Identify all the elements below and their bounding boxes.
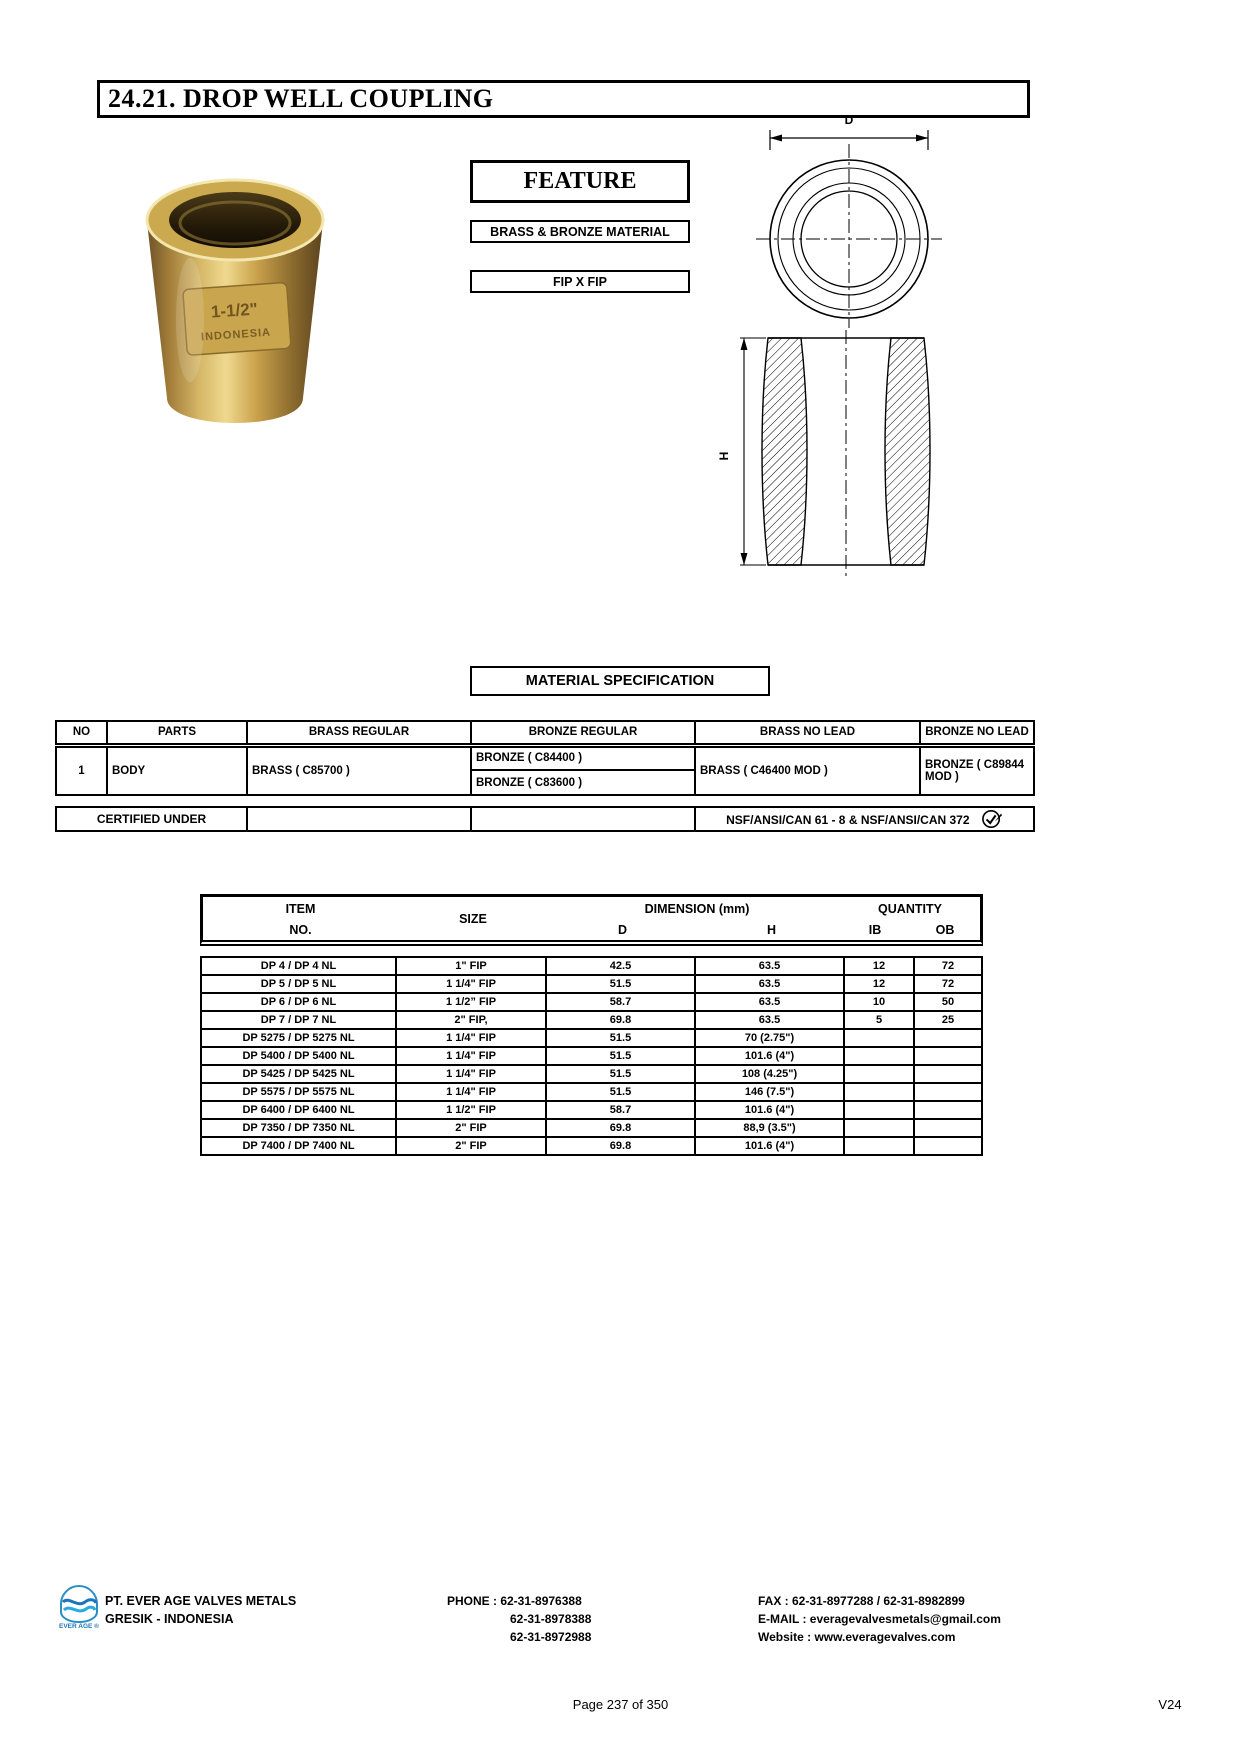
ob-cell: 72: [914, 957, 982, 975]
logo-text: EVER AGE ®: [59, 1623, 99, 1630]
stamp-origin-text: INDONESIA: [200, 326, 272, 344]
product-photo: [135, 170, 335, 428]
col-ib: IB: [868, 923, 882, 937]
ob-cell: [914, 1083, 982, 1101]
size-cell: 1 1/2” FIP: [396, 993, 546, 1011]
col-parts: PARTS: [107, 721, 247, 745]
table-row: [201, 1137, 982, 1155]
bronze-regular-cell-2: BRONZE ( C83600 ): [471, 770, 695, 795]
d-cell: 69.8: [546, 1137, 695, 1155]
dimension-d-label: D: [844, 113, 854, 127]
material-spec-data-row: [56, 745, 1034, 770]
col-size: SIZE: [459, 912, 487, 926]
ib-cell: [844, 1029, 914, 1047]
ib-cell: [844, 1119, 914, 1137]
ob-cell: 72: [914, 975, 982, 993]
ob-cell: [914, 1029, 982, 1047]
ib-cell: [844, 1065, 914, 1083]
ib-cell: 12: [844, 957, 914, 975]
certified-empty-cell-2: [471, 807, 695, 831]
ob-cell: 25: [914, 1011, 982, 1029]
d-cell: 58.7: [546, 993, 695, 1011]
h-cell: 108 (4.25"): [695, 1065, 844, 1083]
part-name-cell: BODY: [107, 745, 247, 795]
certified-under-label: CERTIFIED UNDER: [56, 807, 247, 831]
size-cell: 1 1/4" FIP: [396, 1083, 546, 1101]
d-cell: 58.7: [546, 1101, 695, 1119]
table-row: [201, 957, 982, 975]
h-cell: 146 (7.5"): [695, 1083, 844, 1101]
ib-cell: [844, 1137, 914, 1155]
d-cell: 42.5: [546, 957, 695, 975]
phone-line-1: PHONE : 62-31-8976388: [447, 1594, 582, 1608]
company-block: [105, 1592, 296, 1628]
col-d: D: [617, 923, 628, 937]
table-row: [201, 1119, 982, 1137]
col-ob: OB: [935, 923, 955, 937]
phone-block: [447, 1592, 591, 1646]
ib-cell: 10: [844, 993, 914, 1011]
col-item-no: NO.: [289, 923, 312, 937]
h-cell: 63.5: [695, 1011, 844, 1029]
page-title: 24.21. DROP WELL COUPLING: [108, 84, 494, 113]
col-no: NO: [56, 721, 107, 745]
ib-cell: [844, 1101, 914, 1119]
size-cell: 1 1/4" FIP: [396, 975, 546, 993]
company-location: GRESIK - INDONESIA: [105, 1612, 234, 1626]
size-cell: 1 1/4" FIP: [396, 1065, 546, 1083]
d-cell: 51.5: [546, 1083, 695, 1101]
item-cell: DP 6 / DP 6 NL: [201, 993, 396, 1011]
drawing-side-view: [698, 328, 960, 582]
drawing-top-view: [740, 108, 958, 330]
size-cell: 1 1/2" FIP: [396, 1101, 546, 1119]
ob-cell: [914, 1137, 982, 1155]
item-cell: DP 7350 / DP 7350 NL: [201, 1119, 396, 1137]
ib-cell: 12: [844, 975, 914, 993]
ob-cell: [914, 1065, 982, 1083]
col-brass-regular: BRASS REGULAR: [247, 721, 471, 745]
feature-title: FEATURE: [523, 168, 637, 194]
d-cell: 51.5: [546, 1065, 695, 1083]
feature-item-material: BRASS & BRONZE MATERIAL: [470, 220, 690, 243]
phone-line-2: 62-31-8978388: [510, 1612, 592, 1626]
certified-empty-cell-1: [247, 807, 471, 831]
version-label: V24: [1158, 1697, 1182, 1712]
item-cell: DP 4 / DP 4 NL: [201, 957, 396, 975]
ib-cell: [844, 1083, 914, 1101]
col-bronze-no-lead: BRONZE NO LEAD: [920, 721, 1034, 745]
dimension-h-label: H: [717, 451, 731, 461]
item-cell: DP 7400 / DP 7400 NL: [201, 1137, 396, 1155]
size-cell: 1" FIP: [396, 957, 546, 975]
size-cell: 2" FIP: [396, 1119, 546, 1137]
size-cell: 1 1/4" FIP: [396, 1047, 546, 1065]
table-row: [201, 1065, 982, 1083]
bronze-no-lead-cell: BRONZE ( C89844 MOD ): [920, 745, 1034, 795]
h-cell: 70 (2.75"): [695, 1029, 844, 1047]
col-quantity: QUANTITY: [878, 902, 942, 916]
page-number: Page 237 of 350: [572, 1697, 669, 1712]
table-row: [201, 1101, 982, 1119]
ob-cell: [914, 1101, 982, 1119]
size-table: [200, 956, 983, 1156]
table-row: [201, 993, 982, 1011]
material-spec-header-row: [56, 721, 1034, 745]
d-cell: 51.5: [546, 1047, 695, 1065]
d-cell: 69.8: [546, 1119, 695, 1137]
email-line: E-MAIL : everagevalvesmetals@gmail.com: [758, 1612, 1001, 1626]
d-cell: 69.8: [546, 1011, 695, 1029]
material-spec-title-box: MATERIAL SPECIFICATION: [470, 666, 770, 696]
contact-block: [758, 1592, 1001, 1646]
d-cell: 51.5: [546, 975, 695, 993]
part-no-cell: 1: [56, 745, 107, 795]
feature-title-box: [470, 160, 690, 203]
ob-cell: [914, 1047, 982, 1065]
item-cell: DP 5400 / DP 5400 NL: [201, 1047, 396, 1065]
certification-table: [55, 806, 1035, 832]
table-row: [201, 1083, 982, 1101]
ob-cell: [914, 1119, 982, 1137]
website-line: Website : www.everagevalves.com: [758, 1630, 956, 1644]
company-logo: [57, 1582, 101, 1632]
certified-standard-cell: NSF/ANSI/CAN 61 - 8 & NSF/ANSI/CAN 372: [695, 807, 1034, 831]
feature-item-connection: FIP X FIP: [470, 270, 690, 293]
stamp-size-text: 1-1/2": [210, 299, 259, 322]
item-cell: DP 7 / DP 7 NL: [201, 1011, 396, 1029]
company-name: PT. EVER AGE VALVES METALS: [105, 1594, 297, 1608]
size-cell: 2" FIP: [396, 1137, 546, 1155]
ob-cell: 50: [914, 993, 982, 1011]
ib-cell: 5: [844, 1011, 914, 1029]
table-row: [201, 1047, 982, 1065]
col-brass-no-lead: BRASS NO LEAD: [695, 721, 920, 745]
certification-mark-icon: [981, 809, 1003, 829]
col-dimension: DIMENSION (mm): [644, 902, 750, 916]
table-row: [201, 1029, 982, 1047]
item-cell: DP 5425 / DP 5425 NL: [201, 1065, 396, 1083]
item-cell: DP 5275 / DP 5275 NL: [201, 1029, 396, 1047]
phone-line-3: 62-31-8972988: [510, 1630, 592, 1644]
item-cell: DP 5575 / DP 5575 NL: [201, 1083, 396, 1101]
size-cell: 2" FIP,: [396, 1011, 546, 1029]
h-cell: 88,9 (3.5"): [695, 1119, 844, 1137]
col-item: ITEM: [285, 902, 316, 916]
item-cell: DP 6400 / DP 6400 NL: [201, 1101, 396, 1119]
size-table-header: [200, 894, 983, 946]
col-h: H: [766, 923, 777, 937]
d-cell: 51.5: [546, 1029, 695, 1047]
h-cell: 101.6 (4"): [695, 1047, 844, 1065]
h-cell: 101.6 (4"): [695, 1137, 844, 1155]
brass-no-lead-cell: BRASS ( C46400 MOD ): [695, 745, 920, 795]
bronze-regular-cell-1: BRONZE ( C84400 ): [471, 745, 695, 770]
ib-cell: [844, 1047, 914, 1065]
h-cell: 101.6 (4"): [695, 1101, 844, 1119]
size-cell: 1 1/4" FIP: [396, 1029, 546, 1047]
fax-line: FAX : 62-31-8977288 / 62-31-8982899: [758, 1594, 965, 1608]
table-row: [201, 1011, 982, 1029]
h-cell: 63.5: [695, 975, 844, 993]
h-cell: 63.5: [695, 993, 844, 1011]
table-row: [201, 975, 982, 993]
material-spec-table: [55, 720, 1035, 796]
col-bronze-regular: BRONZE REGULAR: [471, 721, 695, 745]
h-cell: 63.5: [695, 957, 844, 975]
item-cell: DP 5 / DP 5 NL: [201, 975, 396, 993]
brass-regular-cell: BRASS ( C85700 ): [247, 745, 471, 795]
